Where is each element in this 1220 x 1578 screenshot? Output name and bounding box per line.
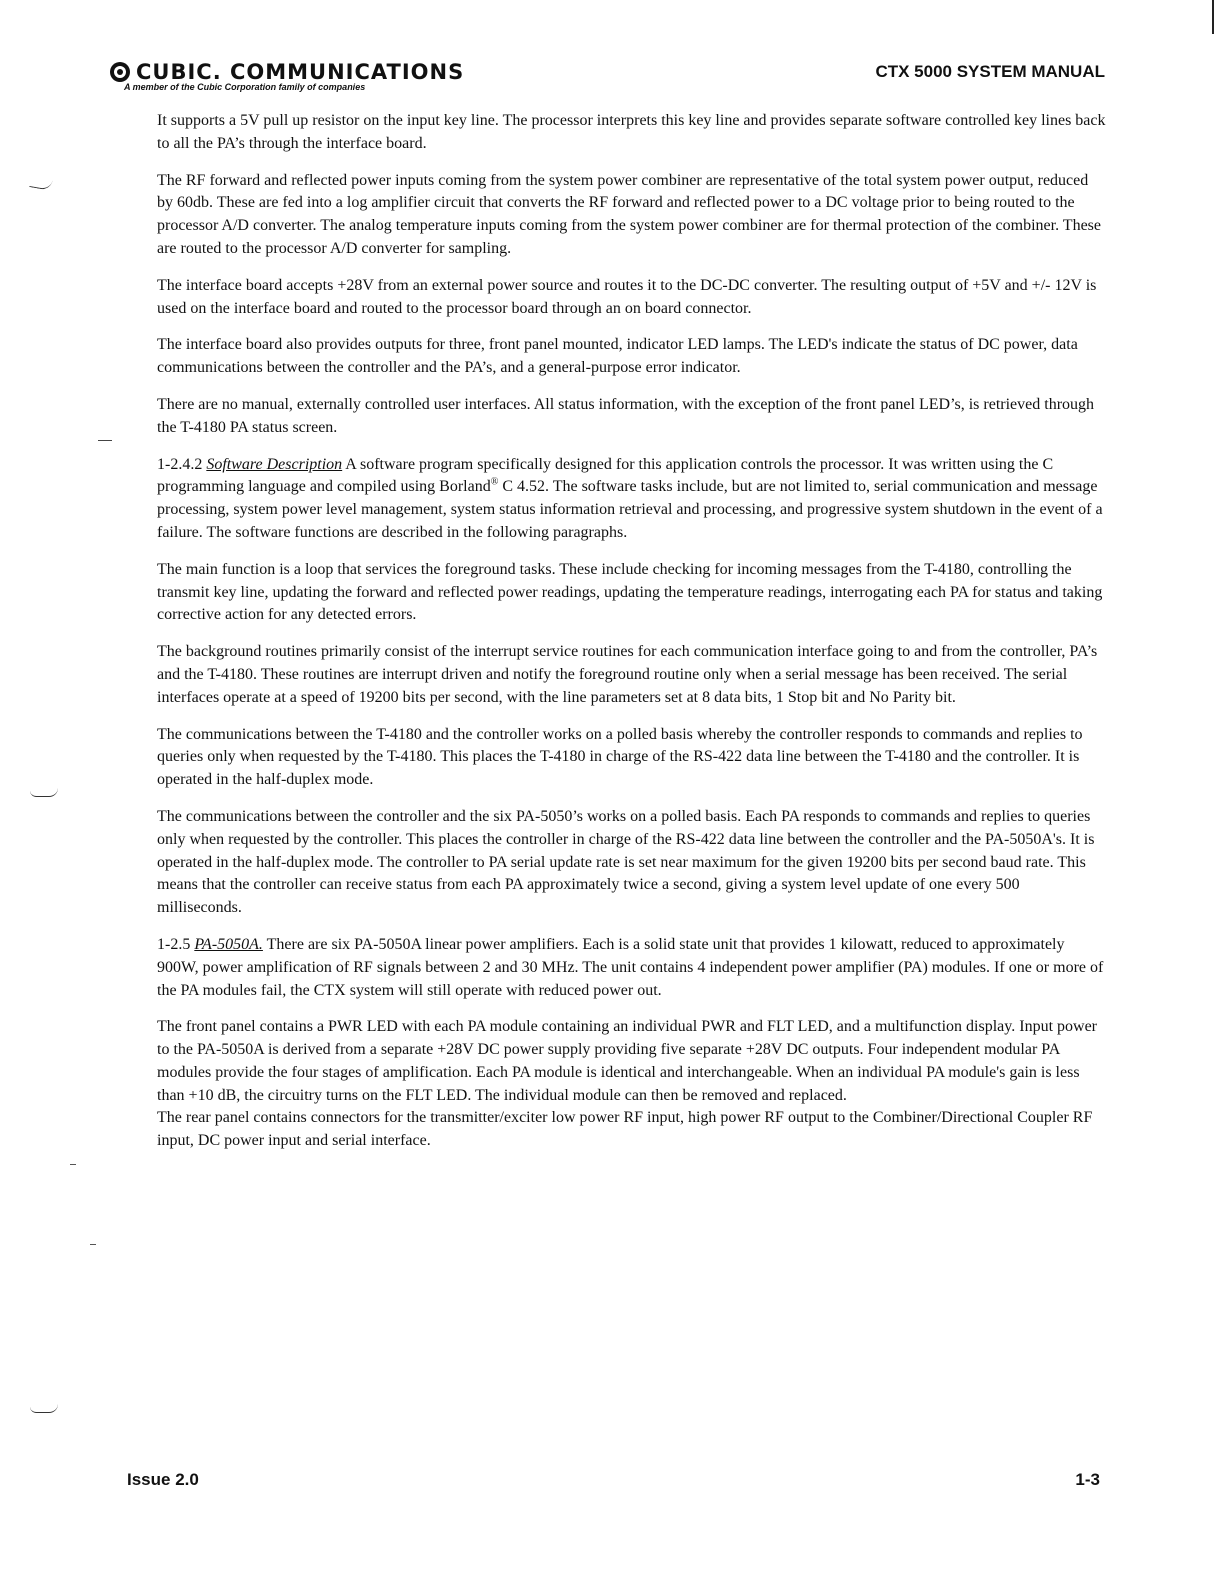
issue-label: Issue 2.0: [127, 1470, 199, 1489]
paragraph: The front panel contains a PWR LED with each PA module containing an individual PWR and FLT LED, and a multifunction display. Input power to the PA-5050A is derived from a separate +28V DC power supply providing five separate +28V DC outputs. Four independent modular PA modules provide the four stages of amplification. Each PA module is identical and interchangeable. When an individual PA module's gain is less than +10 dB, the circuitry turns on the FLT LED. The individual module can then be removed and replaced.: [157, 1018, 1097, 1104]
margin-mark: [98, 440, 112, 441]
cubic-logo-icon: [110, 62, 130, 82]
company-logo: [110, 60, 464, 84]
paragraph: The main function is a loop that services the foreground tasks. These include checking for incoming messages from the T-4180, controlling the transmit key line, updating the forward and reflected power readings, updating the temperature readings, interrogating each PA for status and taking corrective action for any detected errors.: [157, 560, 1103, 624]
margin-mark: [70, 1164, 76, 1165]
paragraph-text: C 4.52. The software tasks include, but are not limited to, serial communication and message processing, system power level management, system status information retrieval and processing, and progressive system shutdown in the event of a failure. The software functions are described in the following paragraphs.: [157, 478, 1103, 541]
paragraph: The interface board accepts +28V from an external power source and routes it to the DC-DC converter. The resulting output of +5V and +/- 12V is used on the interface board and routed to the processor board through an on board connector.: [157, 276, 1097, 317]
margin-mark: [30, 788, 58, 797]
paragraph-text: A software program specifically designed for this application controls the processor. It was written using the C programming language and compiled using Borland: [157, 455, 1054, 496]
paragraph: The communications between the T-4180 and the controller works on a polled basis whereby the controller responds to commands and replies to queries only when requested by the T-4180. This places the T-4180 in charge of the RS-422 data line between the T-4180 and the controller. It is operated in the half-duplex mode.: [157, 725, 1083, 789]
registered-mark: ®: [490, 477, 499, 489]
page-edge-mark: [1212, 0, 1214, 34]
paragraph-software-description: [157, 454, 1107, 545]
paragraph: It supports a 5V pull up resistor on the input key line. The processor interprets this key line and provides separate software controlled key lines back to all the PA’s through the interface board.: [157, 112, 1106, 152]
margin-mark: [29, 176, 53, 191]
paragraph: The interface board also provides outputs for three, front panel mounted, indicator LED lamps. The LED's indicate the status of DC power, data communications between the controller and the PA’s, and a general-purpose error indicator.: [157, 336, 1078, 377]
section-heading: Software Description: [206, 455, 343, 473]
paragraph: The communications between the controller and the six PA-5050’s works on a polled basis. Each PA responds to commands and replies to queries only when requested by the controller. This places the controller in charge of the RS-422 data line between the controller and the PA-5050A's. It is operated in the half-duplex mode. The controller to PA serial update rate is set near maximum for the given 19200 bits per second baud rate. This means that the controller can receive status from each PA approximately twice a second, giving a system level update of one every 500 milliseconds.: [157, 807, 1095, 917]
paragraph: The background routines primarily consist of the interrupt service routines for each communication interface going to and from the controller, PA’s and the T-4180. These routines are interrupt driven and notify the foreground routine only when a serial message has been received. The serial interfaces operate at a speed of 19200 bits per second, with the line parameters set at 8 data bits, 1 Stop bit and No Parity bit.: [157, 643, 1098, 706]
logo-text: CUBIC. COMMUNICATIONS: [136, 60, 465, 84]
margin-mark: [90, 1244, 96, 1245]
manual-title: CTX 5000 SYSTEM MANUAL: [875, 62, 1105, 81]
paragraph: There are no manual, externally controlled user interfaces. All status information, with the exception of the front panel LED’s, is retrieved through the T-4180 PA status screen.: [157, 395, 1095, 436]
page-number: 1-3: [1075, 1470, 1100, 1489]
section-number: 1-2.4.2: [157, 455, 207, 473]
page-header: [110, 60, 1105, 100]
logo-tagline: A member of the Cubic Corporation family of companies: [124, 82, 366, 92]
section-heading: PA-5050A.: [194, 935, 263, 953]
paragraph-text: There are six PA-5050A linear power amplifiers. Each is a solid state unit that provides 1 kilowatt, reduced to approximately 900W, power amplification of RF signals between 2 and 30 MHz. The unit contains 4 independent power amplifier (PA) modules. If one or more of the PA modules fail, the CTX system will still operate with reduced power out.: [157, 935, 1104, 999]
paragraph-pa5050a: [157, 934, 1107, 1002]
paragraph: The RF forward and reflected power inputs coming from the system power combiner are representative of the total system power output, reduced by 60db. These are fed into a log amplifier circuit that converts the RF forward and reflected power to a DC voltage prior to being routed to the processor A/D converter. The analog temperature inputs coming from the system power combiner are for thermal protection of the combiner. These are routed to the processor A/D converter for sampling.: [157, 171, 1101, 257]
paragraph: The rear panel contains connectors for the transmitter/exciter low power RF input, high power RF output to the Combiner/Directional Coupler RF input, DC power input and serial interface.: [157, 1109, 1093, 1150]
margin-mark: [30, 1404, 58, 1413]
section-number: 1-2.5: [157, 935, 195, 953]
document-body: [157, 110, 1107, 1167]
